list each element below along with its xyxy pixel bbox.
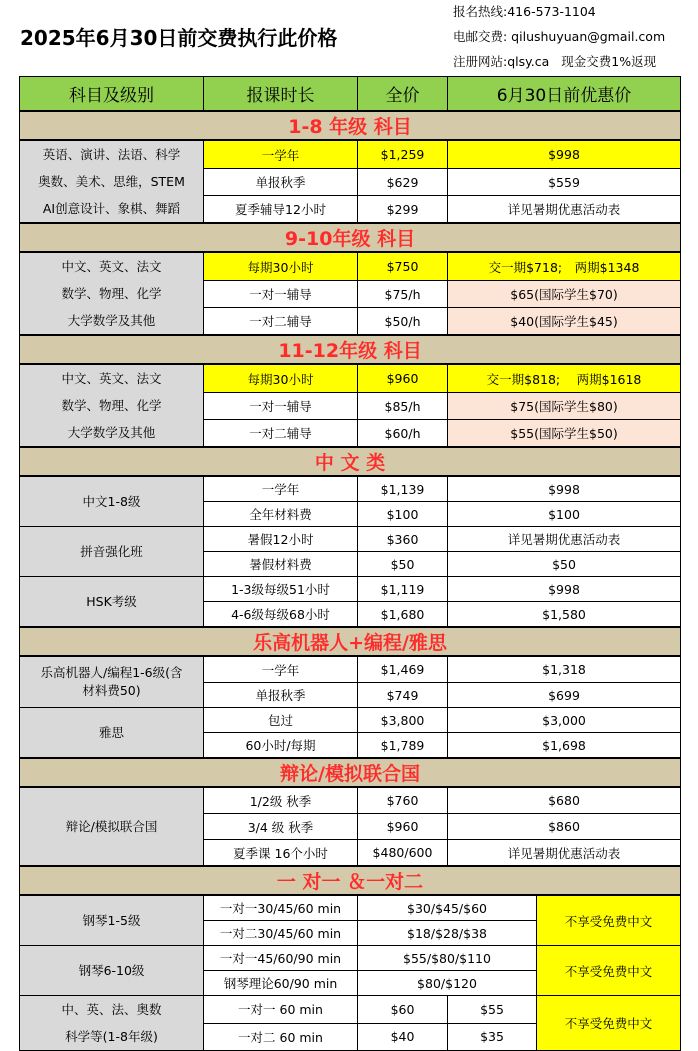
section-title-grade-1-8: 1-8 年级 科目	[20, 111, 681, 140]
full-price-cell: $1,259	[358, 140, 448, 169]
promo-price-cell: $559	[448, 169, 681, 196]
section-title-grade-9-10: 9-10年级 科目	[20, 223, 681, 252]
promo-price-cell: $75(国际学生$80)	[448, 393, 681, 420]
full-price-cell: $1,119	[358, 577, 448, 602]
subject-cell: 钢琴6-10级	[20, 946, 204, 996]
section-title-one-on-one: 一 对一 ＆一对二	[20, 866, 681, 895]
duration-cell: 一对一45/60/90 min	[204, 946, 358, 971]
price-cell: $80/$120	[358, 971, 537, 996]
duration-cell: 夏季辅导12小时	[204, 196, 358, 224]
full-price-cell: $299	[358, 196, 448, 224]
hotline: 报名热线:416-573-1104	[453, 4, 596, 19]
duration-cell: 4-6级每级68小时	[204, 602, 358, 628]
price-cell: $55/$80/$110	[358, 946, 537, 971]
table-row	[20, 252, 681, 281]
price-a-cell: $60	[358, 996, 448, 1024]
full-price-cell: $50	[358, 552, 448, 577]
full-price-cell: $1,680	[358, 602, 448, 628]
full-price-cell: $100	[358, 502, 448, 527]
subject-line: 中、英、法、奥数	[61, 1002, 162, 1017]
duration-cell: 3/4 级 秋季	[204, 814, 358, 840]
subject-cell	[20, 364, 204, 447]
subject-cell	[20, 140, 204, 223]
full-price-cell: $760	[358, 787, 448, 814]
subject-line: 大学数学及其他	[67, 425, 156, 440]
promo-price-cell: $65(国际学生$70)	[448, 281, 681, 308]
full-price-cell: $3,800	[358, 708, 448, 733]
subject-line: 科学等(1-8年级)	[65, 1029, 158, 1044]
col-subject: 科目及级别	[20, 77, 204, 112]
section-title-chinese: 中 文 类	[20, 447, 681, 476]
subject-line: 英语、演讲、法语、科学	[42, 147, 181, 162]
promo-price-cell: $680	[448, 787, 681, 814]
full-price-cell: $1,469	[358, 656, 448, 683]
full-price-cell: $1,139	[358, 476, 448, 502]
subject-cell	[20, 656, 204, 708]
price-cell: $30/$45/$60	[358, 895, 537, 921]
full-price-cell: $60/h	[358, 420, 448, 448]
duration-cell: 一学年	[204, 140, 358, 169]
full-price-cell: $629	[358, 169, 448, 196]
price-a-cell: $40	[358, 1023, 448, 1051]
duration-cell: 钢琴理论60/90 min	[204, 971, 358, 996]
full-price-cell: $960	[358, 814, 448, 840]
duration-cell: 全年材料费	[204, 502, 358, 527]
promo-price-cell: $1,698	[448, 733, 681, 759]
full-price-cell: $75/h	[358, 281, 448, 308]
full-price-cell: $1,789	[358, 733, 448, 759]
promo-price-cell: $1,580	[448, 602, 681, 628]
duration-cell: 单报秋季	[204, 683, 358, 708]
col-promo-price: 6月30日前优惠价	[448, 77, 681, 112]
full-price-cell: $480/600	[358, 840, 448, 867]
table-row	[20, 895, 681, 921]
subject-line: 材料费50)	[82, 683, 141, 698]
promo-price-cell: 详见暑期优惠活动表	[448, 196, 681, 224]
duration-cell: 一对二辅导	[204, 308, 358, 336]
table-row	[20, 996, 681, 1024]
duration-cell: 一对一辅导	[204, 281, 358, 308]
subject-line: 中文、英文、法文	[61, 371, 162, 386]
subject-line: 大学数学及其他	[67, 313, 156, 328]
section-title-grade-11-12: 11-12年级 科目	[20, 335, 681, 364]
duration-cell: 暑假材料费	[204, 552, 358, 577]
price-cell: $18/$28/$38	[358, 921, 537, 946]
duration-cell: 一对二辅导	[204, 420, 358, 448]
promo-price-cell: 详见暑期优惠活动表	[448, 840, 681, 867]
subject-cell	[20, 252, 204, 335]
duration-cell: 暑假12小时	[204, 527, 358, 552]
duration-cell: 一学年	[204, 476, 358, 502]
subject-cell: 辩论/模拟联合国	[20, 787, 204, 866]
table-row	[20, 527, 681, 552]
table-row	[20, 364, 681, 393]
duration-cell: 单报秋季	[204, 169, 358, 196]
subject-line: 中文、英文、法文	[61, 259, 162, 274]
promo-price-cell: $3,000	[448, 708, 681, 733]
duration-cell: 一对一辅导	[204, 393, 358, 420]
table-header	[20, 77, 681, 112]
duration-cell: 每期30小时	[204, 364, 358, 393]
full-price-cell: $85/h	[358, 393, 448, 420]
promo-price-cell: 详见暑期优惠活动表	[448, 527, 681, 552]
duration-cell: 每期30小时	[204, 252, 358, 281]
table-row	[20, 476, 681, 502]
price-table	[19, 76, 681, 1051]
subject-line: 数学、物理、化学	[61, 286, 162, 301]
duration-cell: 一对二 60 min	[204, 1023, 358, 1051]
duration-cell: 一对一30/45/60 min	[204, 895, 358, 921]
subject-line: 乐高机器人/编程1-6级(含	[40, 665, 183, 680]
promo-price-cell: 交一期$818; 两期$1618	[448, 364, 681, 393]
subject-cell: 钢琴1-5级	[20, 895, 204, 946]
subject-cell: 拼音强化班	[20, 527, 204, 577]
promo-price-cell: $998	[448, 140, 681, 169]
full-price-cell: $360	[358, 527, 448, 552]
duration-cell: 夏季课 16个小时	[204, 840, 358, 867]
table-row	[20, 787, 681, 814]
table-row	[20, 140, 681, 169]
promo-price-cell: $860	[448, 814, 681, 840]
promo-price-cell: $699	[448, 683, 681, 708]
promo-price-cell: 交一期$718; 两期$1348	[448, 252, 681, 281]
duration-cell: 1/2级 秋季	[204, 787, 358, 814]
email-info: 电邮交费: qilushuyuan@gmail.com	[453, 29, 666, 44]
duration-cell: 一学年	[204, 656, 358, 683]
promo-price-cell: $40(国际学生$45)	[448, 308, 681, 336]
subject-line: 数学、物理、化学	[61, 398, 162, 413]
full-price-cell: $749	[358, 683, 448, 708]
duration-cell: 一对一 60 min	[204, 996, 358, 1024]
cash-note: 现金交费1%返现	[561, 54, 657, 69]
website: 注册网站:qlsy.ca	[453, 54, 550, 69]
duration-cell: 包过	[204, 708, 358, 733]
promo-price-cell: $1,318	[448, 656, 681, 683]
promo-price-cell: $998	[448, 476, 681, 502]
promo-price-cell: $50	[448, 552, 681, 577]
price-b-cell: $55	[448, 996, 537, 1024]
subject-cell	[20, 996, 204, 1051]
table-row	[20, 656, 681, 683]
promo-price-cell: $998	[448, 577, 681, 602]
duration-cell: 60小时/每期	[204, 733, 358, 759]
page-title: 2025年6月30日前交费执行此价格	[20, 26, 338, 50]
no-free-chinese-note: 不享受免费中文	[537, 996, 681, 1051]
no-free-chinese-note: 不享受免费中文	[537, 895, 681, 946]
website-info	[453, 52, 656, 70]
full-price-cell: $50/h	[358, 308, 448, 336]
table-row	[20, 946, 681, 971]
section-title-debate: 辩论/模拟联合国	[20, 758, 681, 787]
subject-cell: 中文1-8级	[20, 476, 204, 527]
price-b-cell: $35	[448, 1023, 537, 1051]
subject-cell: HSK考级	[20, 577, 204, 628]
col-full-price: 全价	[358, 77, 448, 112]
col-duration: 报课时长	[204, 77, 358, 112]
duration-cell: 1-3级每级51小时	[204, 577, 358, 602]
table-row	[20, 708, 681, 733]
promo-price-cell: $100	[448, 502, 681, 527]
subject-cell: 雅思	[20, 708, 204, 759]
duration-cell: 一对二30/45/60 min	[204, 921, 358, 946]
subject-line: AI创意设计、象棋、舞蹈	[42, 201, 181, 216]
subject-line: 奥数、美术、思维，STEM	[38, 174, 185, 189]
full-price-cell: $960	[358, 364, 448, 393]
promo-price-cell: $55(国际学生$50)	[448, 420, 681, 448]
full-price-cell: $750	[358, 252, 448, 281]
section-title-lego-ielts: 乐高机器人+编程/雅思	[20, 627, 681, 656]
table-row	[20, 577, 681, 602]
no-free-chinese-note: 不享受免费中文	[537, 946, 681, 996]
